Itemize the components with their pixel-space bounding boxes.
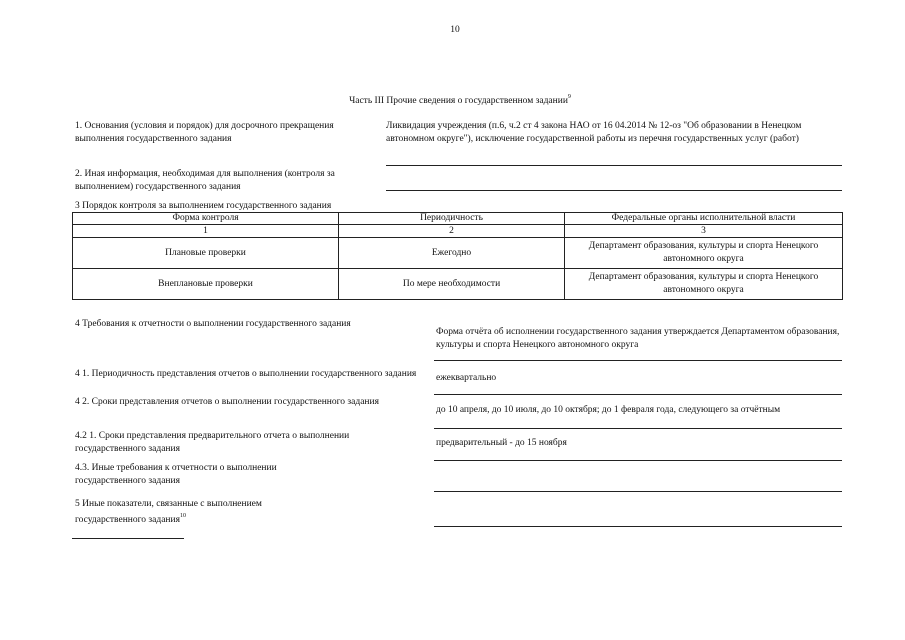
control-table-number-row	[73, 225, 843, 238]
section5-footnote: 10	[179, 512, 186, 519]
table-cell-authority: Департамент образования, культуры и спорта Ненецкого автономного округа	[565, 238, 843, 269]
table-cell-periodicity: Ежегодно	[339, 238, 565, 269]
section4-label: 4 Требования к отчетности о выполнении государственного задания	[75, 319, 351, 329]
section4-2-1-value: предварительный - до 15 ноября	[436, 438, 567, 448]
table-cell-form: Внеплановые проверки	[73, 269, 339, 300]
section4-3-label: 4.3. Иные требования к отчетности о выполнении государственного задания	[75, 463, 277, 486]
table-header-form: Форма контроля	[73, 213, 339, 225]
section5-label-line2	[75, 514, 375, 527]
page-number: 10	[450, 25, 460, 35]
table-number-cell: 2	[339, 225, 565, 238]
table-row	[73, 238, 843, 269]
table-cell-form: Плановые проверки	[73, 238, 339, 269]
section4-2-value: до 10 апреля, до 10 июля, до 10 октября; до 1 февраля года, следующего за отчётным	[436, 405, 781, 415]
section4-2-1-label: 4.2 1. Сроки представления предварительного отчета о выполнении государственного задания	[75, 431, 350, 454]
section2-underline	[386, 190, 842, 191]
section2-label: 2. Иная информация, необходимая для выполнения (контроля за выполнением) государственного задания	[75, 169, 335, 192]
section4-1-value: ежеквартально	[436, 373, 497, 383]
table-header-periodicity: Периодичность	[339, 213, 565, 225]
part-title-text: Часть III Прочие сведения о государственном задании	[349, 96, 568, 106]
table-number-cell: 3	[565, 225, 843, 238]
section4-1-underline	[434, 394, 842, 395]
section4-2-1-underline	[434, 460, 842, 461]
section5-label-line1: 5 Иные показатели, связанные с выполнением	[75, 499, 262, 509]
section5-label	[75, 498, 375, 527]
table-cell-authority: Департамент образования, культуры и спорта Ненецкого автономного округа	[565, 269, 843, 300]
section4-underline	[434, 360, 842, 361]
section1-label: 1. Основания (условия и порядок) для досрочного прекращения выполнения государственного задания	[75, 121, 334, 144]
section4-1-label: 4 1. Периодичность представления отчетов о выполнении государственного задания	[75, 369, 417, 379]
table-cell-periodicity: По мере необходимости	[339, 269, 565, 300]
control-table	[72, 212, 843, 300]
section5-underline	[434, 526, 842, 527]
table-row	[73, 269, 843, 300]
footnote-separator	[72, 538, 184, 539]
section1-underline	[386, 165, 842, 166]
section3-label: 3 Порядок контроля за выполнением государственного задания	[75, 201, 332, 211]
section4-2-label: 4 2. Сроки представления отчетов о выполнении государственного задания	[75, 397, 379, 407]
section4-value: Форма отчёта об исполнении государственного задания утверждается Департаментом образования, культуры и спорта Ненецкого автономного округа	[436, 327, 840, 350]
section4-3-underline	[434, 491, 842, 492]
section5-label-line2-text: государственного задания	[75, 515, 180, 525]
table-number-cell: 1	[73, 225, 339, 238]
section4-2-underline	[434, 428, 842, 429]
part-title	[200, 95, 720, 108]
part-title-footnote: 9	[567, 93, 571, 100]
table-header-authorities: Федеральные органы исполнительной власти	[565, 213, 843, 225]
control-table-header-row	[73, 213, 843, 225]
section1-value: Ликвидация учреждения (п.6, ч.2 ст 4 закона НАО от 16 04.2014 № 12-оз "Об образовании в Ненецком автономном округе"), исключение государственной работы из перечня государственных услуг (работ)	[386, 121, 802, 144]
